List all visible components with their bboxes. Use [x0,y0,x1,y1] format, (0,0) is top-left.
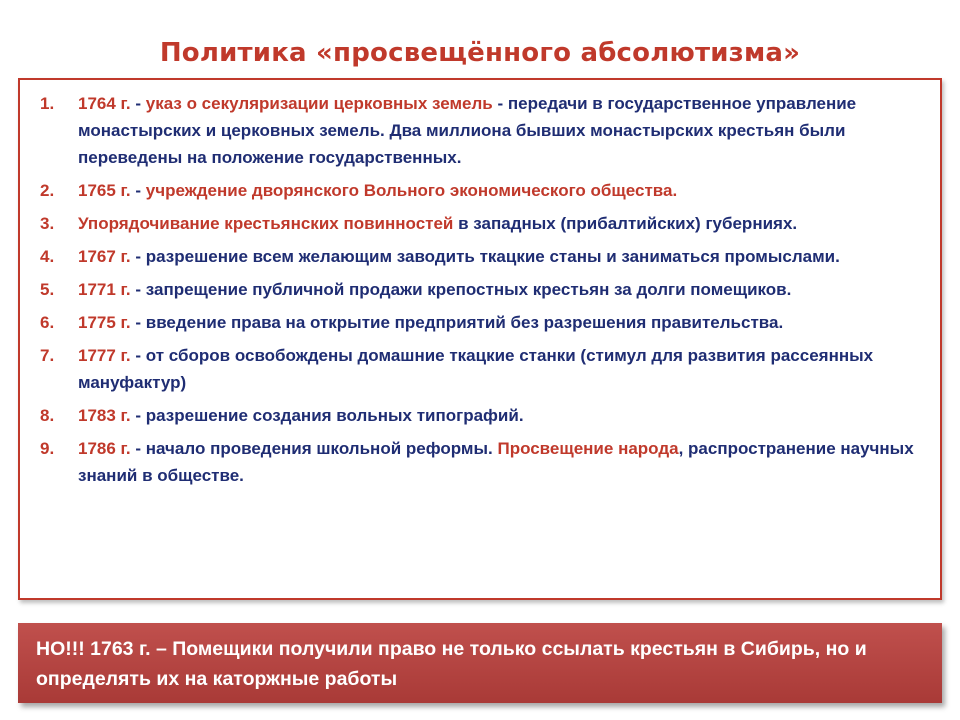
reform-item [32,402,932,429]
reform-text: Просвещение народа [497,439,679,458]
reform-number: 3. [40,214,55,233]
slide-title: Политика «просвещённого абсолютизма» [159,38,801,68]
reform-text: учреждение дворянского Вольного экономического общества. [145,181,678,200]
reform-item [32,342,932,396]
reform-text: 1767 г. [78,247,136,266]
reform-number: 6. [40,313,55,332]
reform-item [32,177,932,204]
reform-number: 2. [40,181,55,200]
reform-item [32,309,932,336]
reforms-list [32,90,932,495]
reform-item [32,90,932,171]
reform-text: 1786 г. [78,439,136,458]
reform-text: в западных (прибалтийских) губерниях. [453,214,798,233]
reform-item [32,243,932,270]
reform-text: Упорядочивание крестьянских повинностей [78,214,454,233]
reform-text: - введение права на открытие предприятий без разрешения правительства. [135,313,784,332]
reform-text: 1764 г. [78,94,136,113]
warning-banner: НО!!! 1763 г. – Помещики получили право не только ссылать крестьян в Сибирь, но и определять их на каторжные работы [18,623,942,703]
reform-text: - начало проведения школьной реформы. [135,439,498,458]
reform-text: - [135,94,146,113]
reform-text: 1783 г. [78,406,136,425]
reform-text: 1775 г. [78,313,136,332]
reform-number: 1. [40,94,55,113]
reform-item [32,276,932,303]
reform-text: - разрешение создания вольных типографий. [135,406,524,425]
reform-text: 1771 г. [78,280,136,299]
reform-number: 7. [40,346,55,365]
reform-text: 1777 г. [78,346,136,365]
reform-number: 9. [40,439,55,458]
reform-item [32,210,932,237]
reform-number: 8. [40,406,55,425]
reform-number: 5. [40,280,55,299]
reforms-box [18,78,942,600]
reform-item [32,435,932,489]
reform-number: 4. [40,247,55,266]
reform-text: указ о секуляризации церковных земель [145,94,493,113]
reform-text: - разрешение всем желающим заводить ткацкие станы и заниматься промыслами. [135,247,840,266]
reform-text: - запрещение публичной продажи крепостных крестьян за долги помещиков. [135,280,792,299]
reform-text: - от сборов освобождены домашние ткацкие станки (стимул для развития рассеянных мануфактур) [78,346,874,392]
reform-text: , распространение научных знаний в обществе. [78,439,914,485]
reform-text: - [135,181,146,200]
reform-text: - передачи в государственное управление монастырских и церковных земель. Два миллиона бывших монастырских крестьян были переведены на положение государственных. [78,94,857,167]
reform-text: 1765 г. [78,181,136,200]
